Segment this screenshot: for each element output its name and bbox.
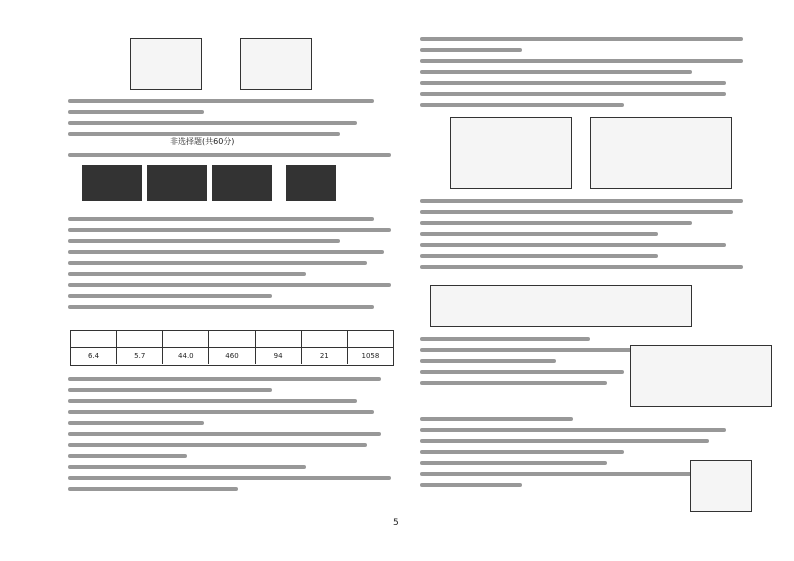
text-line (68, 294, 272, 298)
text-line (420, 450, 624, 454)
figure-4 (286, 165, 336, 201)
figure-2-desalination (590, 117, 732, 189)
table-row: 6.4 5.7 44.0 460 94 21 1058 (71, 348, 393, 364)
left-column (68, 92, 408, 143)
text-line (420, 483, 522, 487)
text-line (420, 461, 607, 465)
text-line (68, 410, 374, 414)
text-line (68, 454, 187, 458)
left-column-q21 (68, 146, 408, 164)
table-row (71, 331, 393, 348)
text-line (420, 221, 692, 225)
text-line (68, 432, 381, 436)
text-line (68, 272, 306, 276)
text-line (420, 428, 726, 432)
figure-3 (212, 165, 272, 201)
text-line (420, 370, 624, 374)
figure-3-cycle (630, 345, 772, 407)
graph-co2-mass (130, 38, 202, 90)
text-line (420, 381, 607, 385)
text-line (420, 417, 573, 421)
text-line (420, 210, 733, 214)
left-column-body (68, 210, 408, 316)
text-line (420, 243, 726, 247)
page-number: 5 (393, 518, 399, 528)
text-line (68, 121, 357, 125)
text-line (68, 476, 391, 480)
right-column (420, 30, 760, 114)
text-line (420, 439, 709, 443)
text-line (68, 377, 381, 381)
text-line (420, 48, 522, 52)
nutrition-table (70, 330, 394, 366)
text-line (420, 103, 624, 107)
left-column-tail (68, 370, 408, 498)
right-column-body (420, 192, 760, 276)
text-line (420, 92, 726, 96)
figure-4-electrolysis (690, 460, 752, 512)
text-line (420, 265, 743, 269)
text-line (420, 199, 743, 203)
text-line (420, 232, 658, 236)
graph-residual-solid (240, 38, 312, 90)
text-line (420, 37, 743, 41)
text-line (68, 153, 391, 157)
text-line (68, 443, 367, 447)
text-line (420, 337, 590, 341)
text-line (68, 250, 384, 254)
water-purification-flow (430, 285, 692, 327)
text-line (420, 348, 658, 352)
text-line (68, 399, 357, 403)
text-line (420, 70, 692, 74)
text-line (420, 254, 658, 258)
text-line (68, 99, 374, 103)
text-line (420, 59, 743, 63)
text-line (68, 388, 272, 392)
figure-2 (147, 165, 207, 201)
text-line (68, 421, 204, 425)
section-heading: 非选择题(共60分) (170, 137, 235, 146)
text-line (420, 359, 556, 363)
text-line (420, 472, 692, 476)
text-line (68, 261, 367, 265)
text-line (68, 305, 374, 309)
text-line (68, 239, 340, 243)
text-line (68, 465, 306, 469)
text-line (68, 110, 204, 114)
text-line (68, 228, 391, 232)
text-line (420, 81, 726, 85)
text-line (68, 217, 374, 221)
figure-1-water-cycle (450, 117, 572, 189)
text-line (68, 487, 238, 491)
figure-1 (82, 165, 142, 201)
text-line (68, 283, 391, 287)
